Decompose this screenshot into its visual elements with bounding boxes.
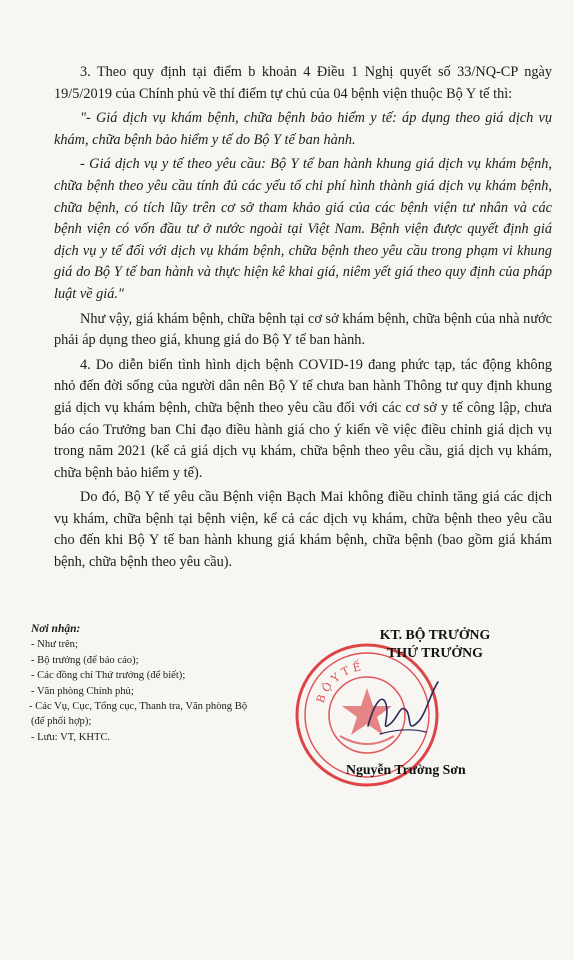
seal-text: B Ộ Y T Ế — [313, 660, 363, 705]
document-footer — [0, 618, 574, 798]
signer-position: THỨ TRƯỞNG — [387, 645, 483, 660]
signer-rank: KT. BỘ TRƯỞNG — [379, 627, 491, 642]
quote-on-demand-price: - Giá dịch vụ y tế theo yêu cầu: Bộ Y tế ban hành khung giá dịch vụ khám bệnh, chữa bệnh theo yêu cầu tính đủ các yếu tố chi phí hình thành giá dịch vụ khám bệnh, chữa bệnh, có tích lũy trên cơ sở tham khảo giá của các bệnh viện tư nhân và các bệnh viện có vốn đầu tư ở nước ngoài tại Việt Nam. Bệnh viện được quyết định giá dịch vụ y tế đối với dịch vụ khám bệnh, chữa bệnh theo yêu cầu trong phạm vi khung giá do Bộ Y tế ban hành và thực hiện kê khai giá, niêm yết giá theo quy định của pháp luật về giá." — [54, 156, 552, 302]
signature-block — [292, 622, 542, 802]
recipient-item: - Lưu: VT, KHTC. — [31, 731, 111, 743]
paragraph-conclusion: Như vậy, giá khám bệnh, chữa bệnh tại cơ sở khám bệnh, chữa bệnh của nhà nước phải áp dụng theo giá, khung giá do Bộ Y tế ban hành. — [54, 310, 552, 349]
recipient-item: - Các Vụ, Cục, Tổng cục, Thanh tra, Văn phòng Bộ (để phối hợp); — [29, 701, 248, 728]
recipients-heading: Nơi nhận: — [31, 623, 81, 635]
recipient-item: - Như trên; — [31, 639, 78, 651]
paragraph-request: Do đó, Bộ Y tế yêu cầu Bệnh viện Bạch Mai không điều chỉnh tăng giá các dịch vụ khám, chữa bệnh tại bệnh viện, kể cả các dịch vụ khám, chữa bệnh theo yêu cầu cho đến khi Bộ Y tế ban hành khung giá khám bệnh, chữa bệnh (bao gồm giá khám bệnh, chữa bệnh theo yêu cầu). — [54, 489, 552, 571]
signer-name: Nguyễn Trường Sơn — [346, 762, 466, 777]
document-body — [54, 62, 552, 577]
signature-title — [350, 626, 520, 662]
recipient-item: - Bộ trưởng (để báo cáo); — [31, 654, 139, 666]
quote-insurance-price: "- Giá dịch vụ khám bệnh, chữa bệnh bảo hiểm y tế: áp dụng theo giá dịch vụ khám, chữa bệnh bảo hiểm y tế do Bộ Y tế ban hành. — [54, 110, 552, 148]
recipient-item: - Các đồng chí Thứ trưởng (để biết); — [31, 670, 186, 682]
paragraph-4: 4. Do diễn biến tình hình dịch bệnh COVID-19 đang phức tạp, tác động không nhỏ đến đời sống của người dân nên Bộ Y tế chưa ban hành Thông tư quy định khung giá dịch vụ khám bệnh, chữa bệnh theo yêu cầu đối với các cơ sở y tế công lập, chưa báo cáo Trưởng ban Chỉ đạo điều hành giá cho ý kiến về việc điều chỉnh giá dịch vụ trong năm 2021 (kể cả giá dịch vụ khám, chữa bệnh theo yêu cầu, giá dịch vụ khám, chữa bệnh bảo hiểm y tế). — [54, 356, 552, 481]
paragraph-3: 3. Theo quy định tại điểm b khoản 4 Điều 1 Nghị quyết số 33/NQ-CP ngày 19/5/2019 của Chính phủ về thí điểm tự chủ của 04 bệnh viện thuộc Bộ Y tế thì: — [54, 64, 552, 102]
handwritten-signature-icon — [360, 674, 450, 754]
recipients-list — [31, 622, 261, 745]
recipient-item: - Văn phòng Chính phủ; — [31, 685, 134, 697]
